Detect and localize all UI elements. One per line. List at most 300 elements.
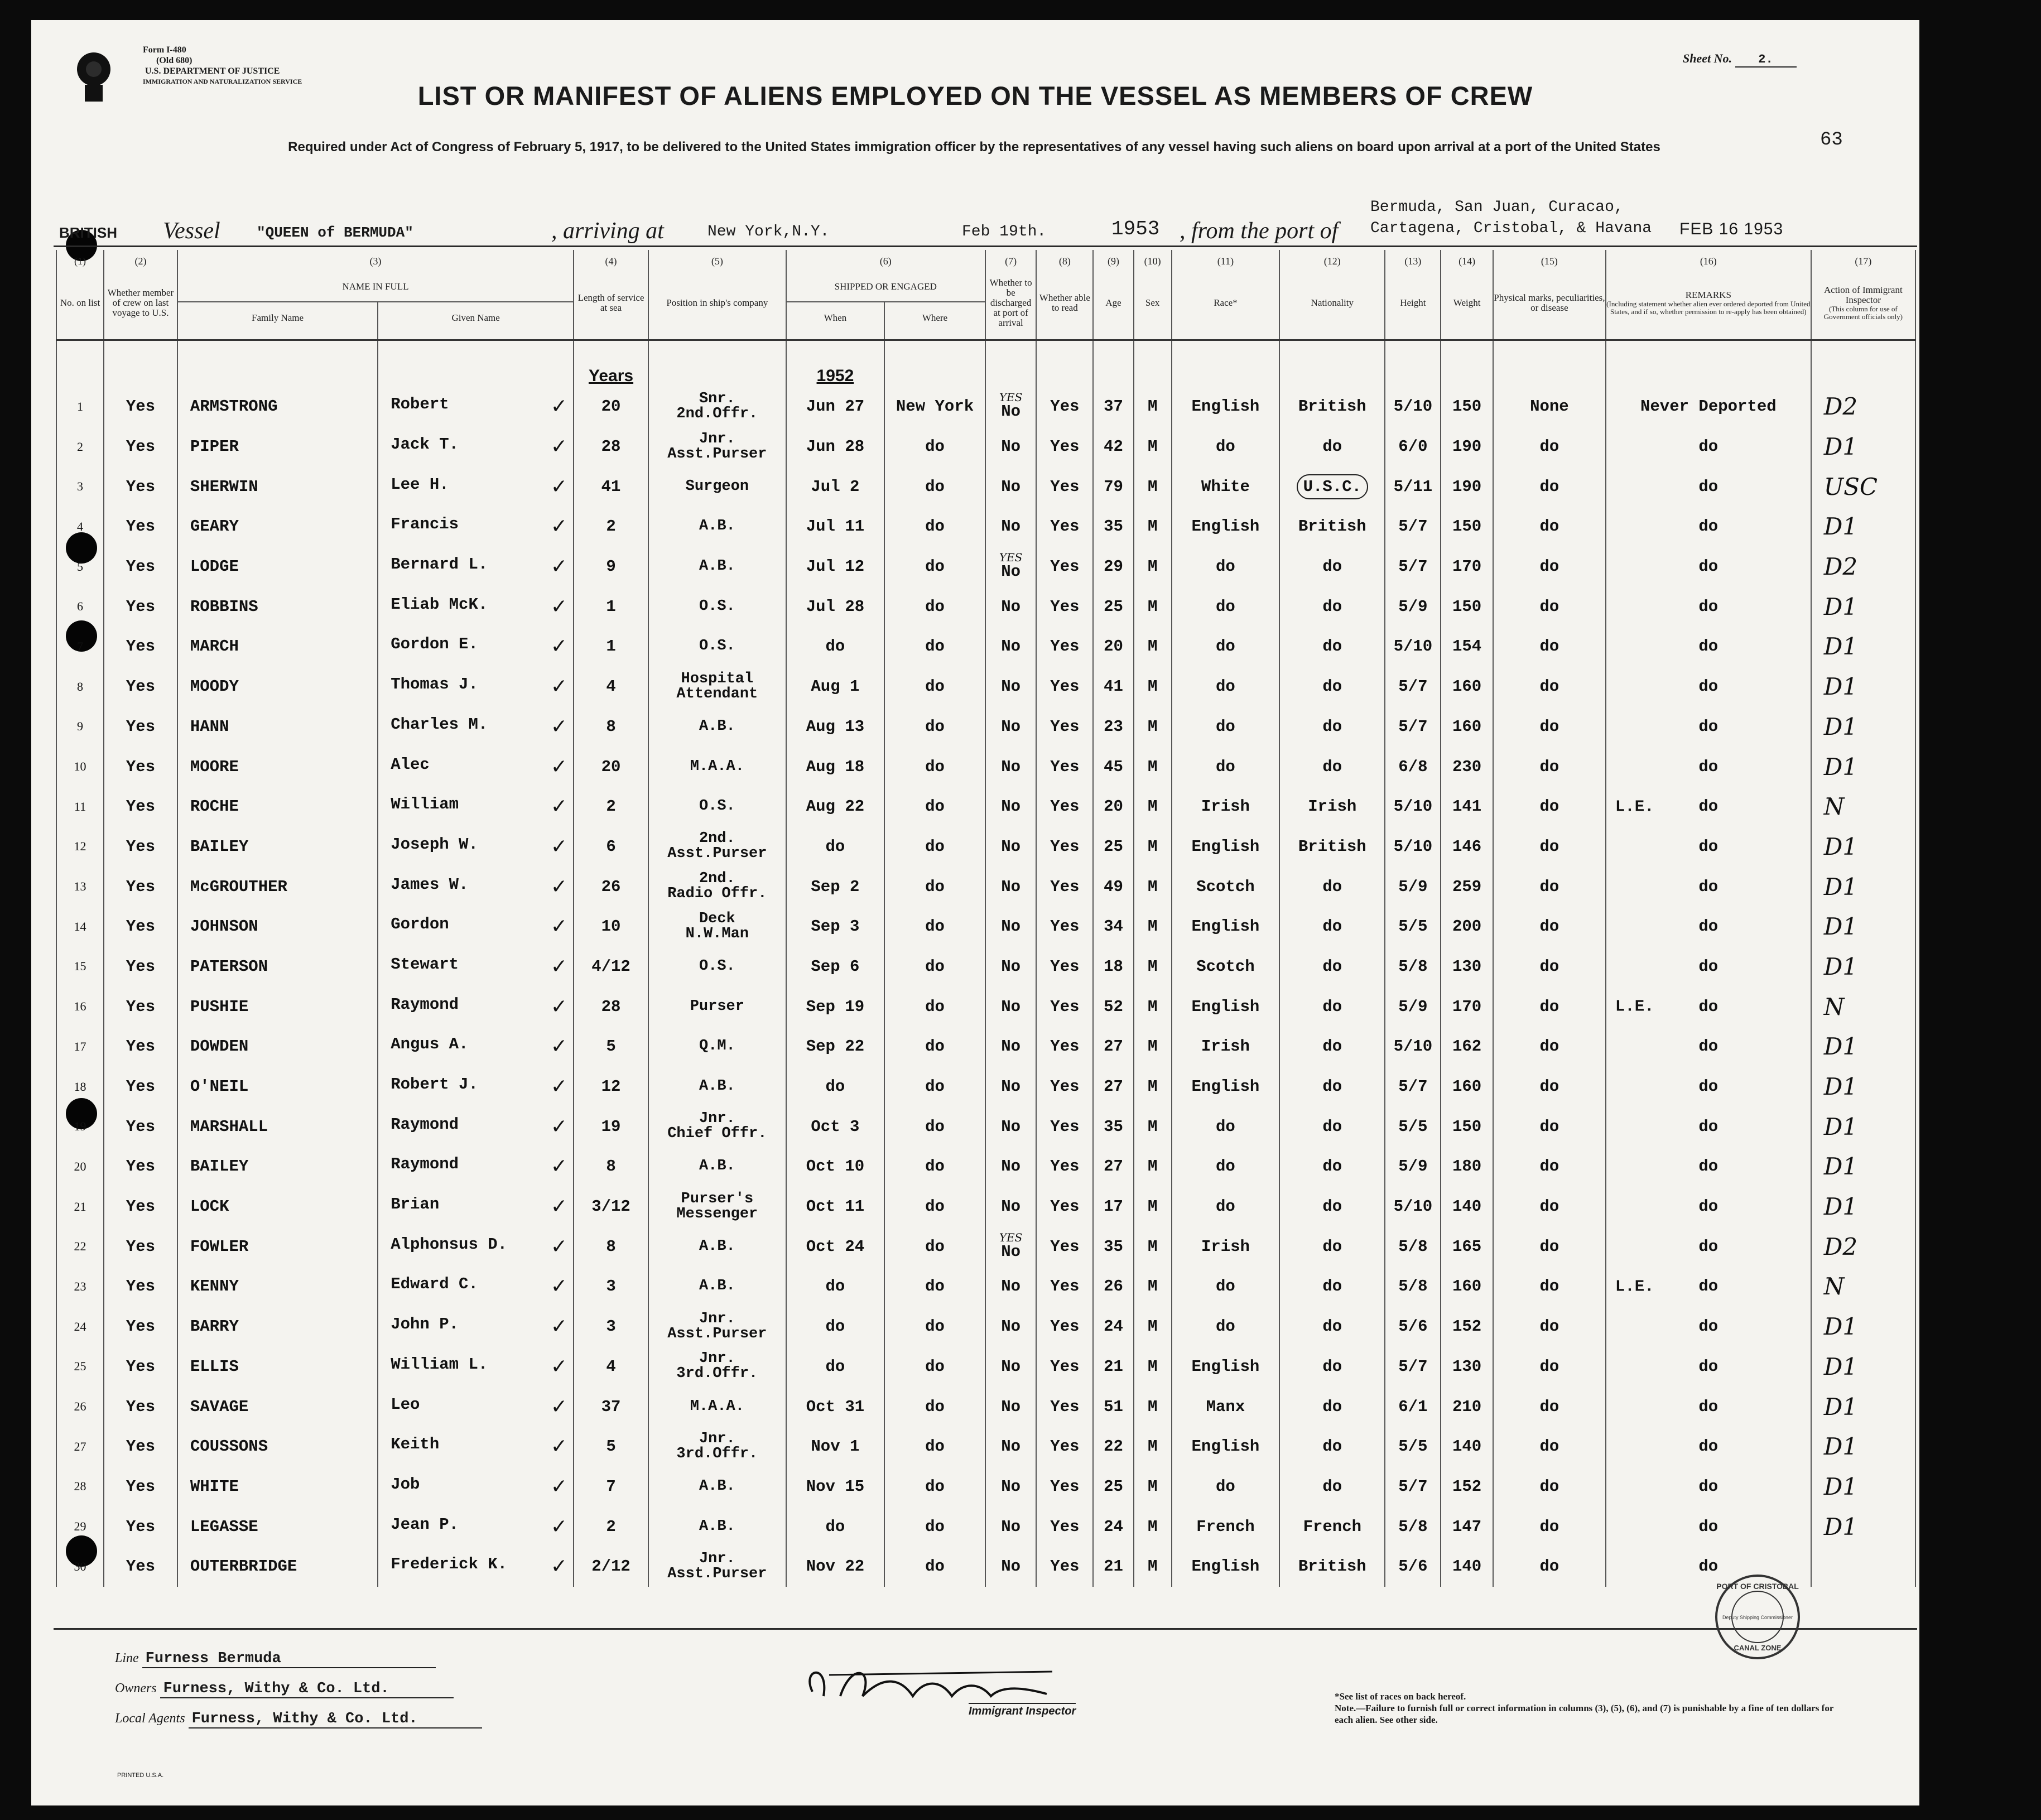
remarks-value: do bbox=[1698, 1237, 1719, 1256]
given-name bbox=[378, 1427, 574, 1467]
given-name-text: Job bbox=[391, 1475, 420, 1494]
position-line: 2nd.Offr. bbox=[676, 405, 758, 422]
header-action bbox=[1811, 272, 1915, 334]
crew-row bbox=[56, 586, 1915, 627]
position-line: A.B. bbox=[699, 1078, 735, 1095]
check-mark-icon: ✓ bbox=[550, 1475, 568, 1498]
race: English bbox=[1172, 1347, 1279, 1387]
position bbox=[648, 986, 786, 1027]
crew-row bbox=[56, 667, 1915, 707]
crew-row bbox=[56, 827, 1915, 867]
race: do bbox=[1172, 1106, 1279, 1147]
given-name-text: Raymond bbox=[391, 1115, 459, 1134]
weight: 140 bbox=[1441, 1427, 1493, 1467]
shipped-when: Nov 1 bbox=[786, 1427, 884, 1467]
position-line: Jnr. bbox=[699, 1430, 735, 1447]
position-line: A.B. bbox=[699, 1477, 735, 1495]
given-name-text: Francis bbox=[391, 515, 459, 534]
header-member-last-voyage: Whether member of crew on last voyage to U.S. bbox=[104, 272, 177, 334]
height: 5/11 bbox=[1385, 466, 1441, 507]
weight: 190 bbox=[1441, 466, 1493, 507]
length-of-service: 28 bbox=[574, 427, 648, 467]
inspector-action: D2 bbox=[1811, 547, 1915, 587]
remarks-value: do bbox=[1698, 1077, 1719, 1096]
weight: 180 bbox=[1441, 1147, 1493, 1187]
length-of-service: 37 bbox=[574, 1386, 648, 1427]
race: do bbox=[1172, 707, 1279, 747]
able-to-read: Yes bbox=[1036, 627, 1093, 667]
race: do bbox=[1172, 1467, 1279, 1507]
inspector-action: N bbox=[1811, 986, 1915, 1027]
row-number: 5 bbox=[56, 547, 104, 587]
inspector-action: D1 bbox=[1811, 947, 1915, 987]
nationality: do bbox=[1279, 1347, 1385, 1387]
physical-marks: do bbox=[1493, 1147, 1606, 1187]
discharged bbox=[985, 986, 1036, 1027]
sex: M bbox=[1134, 627, 1172, 667]
discharged bbox=[985, 586, 1036, 627]
position bbox=[648, 1067, 786, 1107]
remarks-value: do bbox=[1698, 1197, 1719, 1216]
height: 5/10 bbox=[1385, 387, 1441, 427]
remarks bbox=[1606, 1347, 1811, 1387]
crew-row bbox=[56, 747, 1915, 787]
age: 49 bbox=[1093, 866, 1133, 907]
header-weight: Weight bbox=[1441, 272, 1493, 334]
remarks bbox=[1606, 627, 1811, 667]
family-name: McGROUTHER bbox=[177, 866, 378, 907]
shipped-when: Oct 31 bbox=[786, 1386, 884, 1427]
member-last-voyage: Yes bbox=[104, 1467, 177, 1507]
physical-marks: do bbox=[1493, 1226, 1606, 1267]
length-of-service: 3 bbox=[574, 1307, 648, 1347]
shipped-where: do bbox=[884, 1067, 985, 1107]
crew-row bbox=[56, 427, 1915, 467]
check-mark-icon: ✓ bbox=[550, 995, 568, 1018]
nationality: do bbox=[1279, 1147, 1385, 1187]
shipped-where: do bbox=[884, 547, 985, 587]
vessel-nationality: BRITISH bbox=[59, 224, 117, 241]
crew-row bbox=[56, 1187, 1915, 1227]
race: do bbox=[1172, 1187, 1279, 1227]
header-discharged: Whether to be discharged at port of arrival bbox=[985, 272, 1036, 334]
column-number: (16) bbox=[1606, 250, 1811, 272]
member-last-voyage: Yes bbox=[104, 1307, 177, 1347]
discharged bbox=[985, 1467, 1036, 1507]
family-name: PATERSON bbox=[177, 947, 378, 987]
sex: M bbox=[1134, 1187, 1172, 1227]
discharged bbox=[985, 1386, 1036, 1427]
remarks-value: do bbox=[1698, 837, 1719, 856]
column-number: (4) bbox=[574, 250, 648, 272]
discharged bbox=[985, 387, 1036, 427]
position-line: A.B. bbox=[699, 518, 735, 535]
length-of-service: 1 bbox=[574, 586, 648, 627]
row-number: 26 bbox=[56, 1386, 104, 1427]
inspector-action: D1 bbox=[1811, 907, 1915, 947]
vessel-name: "QUEEN of BERMUDA" bbox=[257, 224, 413, 241]
member-last-voyage: Yes bbox=[104, 907, 177, 947]
column-number: (9) bbox=[1093, 250, 1133, 272]
remarks bbox=[1606, 1267, 1811, 1307]
member-last-voyage: Yes bbox=[104, 1067, 177, 1107]
able-to-read: Yes bbox=[1036, 947, 1093, 987]
given-name bbox=[378, 507, 574, 547]
length-of-service: 5 bbox=[574, 1027, 648, 1067]
row-number: 4 bbox=[56, 507, 104, 547]
races-note: *See list of races on back hereof. bbox=[1335, 1691, 1466, 1702]
inspector-action: D1 bbox=[1811, 1067, 1915, 1107]
given-name bbox=[378, 947, 574, 987]
given-name bbox=[378, 387, 574, 427]
header-remarks-subtitle: (Including statement whether alien ever ordered deported from United States, and if so, whether permission to re-apply has been obtained) bbox=[1606, 300, 1811, 316]
nationality: British bbox=[1279, 507, 1385, 547]
position-line: A.B. bbox=[699, 1158, 735, 1175]
discharged-value: No bbox=[1001, 997, 1020, 1016]
shipped-when: Jul 11 bbox=[786, 507, 884, 547]
crew-row bbox=[56, 1067, 1915, 1107]
sheet-number-value: 2. bbox=[1735, 52, 1797, 68]
discharged-value: No bbox=[1001, 1317, 1020, 1336]
header-given-name: Given Name bbox=[378, 302, 574, 334]
position bbox=[648, 1147, 786, 1187]
remarks bbox=[1606, 986, 1811, 1027]
check-mark-icon: ✓ bbox=[550, 675, 568, 699]
given-name bbox=[378, 827, 574, 867]
seal-inner-text: Deputy Shipping Commissioner bbox=[1722, 1615, 1793, 1620]
remarks-value: do bbox=[1698, 477, 1719, 496]
given-name-text: Edward C. bbox=[391, 1275, 478, 1294]
race: do bbox=[1172, 1147, 1279, 1187]
remarks-value: do bbox=[1698, 597, 1719, 616]
header-name-in-full: NAME IN FULL bbox=[177, 272, 574, 302]
position-line: O.S. bbox=[699, 798, 735, 815]
family-name: JOHNSON bbox=[177, 907, 378, 947]
check-mark-icon: ✓ bbox=[550, 475, 568, 498]
discharged-value: No bbox=[1001, 1397, 1020, 1416]
physical-marks: do bbox=[1493, 547, 1606, 587]
race: Irish bbox=[1172, 787, 1279, 827]
remarks-value: do bbox=[1698, 1277, 1719, 1296]
departure-ports-line1: Bermuda, San Juan, Curacao, bbox=[1370, 199, 1624, 216]
sex: M bbox=[1134, 507, 1172, 547]
crew-row bbox=[56, 866, 1915, 907]
remarks bbox=[1606, 586, 1811, 627]
member-last-voyage: Yes bbox=[104, 1267, 177, 1307]
given-name-text: Alphonsus D. bbox=[391, 1235, 508, 1254]
weight: 146 bbox=[1441, 827, 1493, 867]
position bbox=[648, 547, 786, 587]
given-name-text: Stewart bbox=[391, 955, 459, 974]
able-to-read: Yes bbox=[1036, 707, 1093, 747]
position-line: A.B. bbox=[699, 718, 735, 735]
remarks-le: L.E. bbox=[1615, 997, 1654, 1016]
shipped-when: Sep 22 bbox=[786, 1027, 884, 1067]
shipped-where: do bbox=[884, 1267, 985, 1307]
crew-manifest-table bbox=[56, 250, 1916, 1587]
position-line: Purser bbox=[690, 998, 744, 1015]
crew-row bbox=[56, 907, 1915, 947]
footer-notes bbox=[1335, 1691, 1848, 1726]
shipped-where: do bbox=[884, 1226, 985, 1267]
discharged bbox=[985, 466, 1036, 507]
given-name bbox=[378, 1106, 574, 1147]
length-of-service: 8 bbox=[574, 1147, 648, 1187]
given-name-text: Jack T. bbox=[391, 435, 459, 454]
given-name-text: Gordon bbox=[391, 915, 449, 934]
race: English bbox=[1172, 907, 1279, 947]
discharged bbox=[985, 1347, 1036, 1387]
sex: M bbox=[1134, 787, 1172, 827]
position-line: Jnr. bbox=[699, 1350, 735, 1368]
inspector-action: D1 bbox=[1811, 1467, 1915, 1507]
header-remarks-title: REMARKS bbox=[1685, 290, 1731, 300]
inspector-action: D1 bbox=[1811, 1106, 1915, 1147]
weight: 150 bbox=[1441, 507, 1493, 547]
row-number: 20 bbox=[56, 1147, 104, 1187]
age: 23 bbox=[1093, 707, 1133, 747]
member-last-voyage: Yes bbox=[104, 586, 177, 627]
height: 5/10 bbox=[1385, 1027, 1441, 1067]
inspector-action: D1 bbox=[1811, 1027, 1915, 1067]
member-last-voyage: Yes bbox=[104, 827, 177, 867]
height: 5/10 bbox=[1385, 827, 1441, 867]
shipped-where: do bbox=[884, 1027, 985, 1067]
discharged-correction: YES bbox=[999, 391, 1023, 405]
inspector-signature bbox=[790, 1657, 1058, 1707]
age: 20 bbox=[1093, 627, 1133, 667]
physical-marks: do bbox=[1493, 1547, 1606, 1587]
given-name bbox=[378, 466, 574, 507]
discharged-value: No bbox=[1001, 477, 1020, 496]
discharged-value: No bbox=[1001, 1357, 1020, 1376]
physical-marks: do bbox=[1493, 1106, 1606, 1147]
position-line: Jnr. bbox=[699, 430, 735, 447]
inspector-action: D1 bbox=[1811, 866, 1915, 907]
given-name bbox=[378, 707, 574, 747]
weight: 150 bbox=[1441, 387, 1493, 427]
shipped-year-label: 1952 bbox=[816, 367, 854, 385]
agents-label: Local Agents bbox=[115, 1711, 185, 1726]
header-length-of-service: Length of service at sea bbox=[574, 272, 648, 334]
check-mark-icon: ✓ bbox=[550, 635, 568, 658]
physical-marks: do bbox=[1493, 1067, 1606, 1107]
header-where: Where bbox=[884, 302, 985, 334]
given-name-text: Eliab McK. bbox=[391, 595, 488, 614]
shipped-when: Jun 27 bbox=[786, 387, 884, 427]
age: 24 bbox=[1093, 1307, 1133, 1347]
remarks bbox=[1606, 787, 1811, 827]
weight: 170 bbox=[1441, 547, 1493, 587]
sex: M bbox=[1134, 707, 1172, 747]
discharged bbox=[985, 1226, 1036, 1267]
position-line: Asst.Purser bbox=[667, 1325, 767, 1342]
divider bbox=[54, 1628, 1917, 1630]
shipped-where: New York bbox=[884, 387, 985, 427]
position bbox=[648, 1506, 786, 1547]
member-last-voyage: Yes bbox=[104, 1226, 177, 1267]
length-of-service: 12 bbox=[574, 1067, 648, 1107]
position-line: Jnr. bbox=[699, 1550, 735, 1567]
shipped-where: do bbox=[884, 1427, 985, 1467]
member-last-voyage: Yes bbox=[104, 1106, 177, 1147]
sex: M bbox=[1134, 747, 1172, 787]
remarks bbox=[1606, 387, 1811, 427]
remarks bbox=[1606, 707, 1811, 747]
height: 6/8 bbox=[1385, 747, 1441, 787]
able-to-read: Yes bbox=[1036, 1147, 1093, 1187]
able-to-read: Yes bbox=[1036, 1506, 1093, 1547]
weight: 141 bbox=[1441, 787, 1493, 827]
page-title: LIST OR MANIFEST OF ALIENS EMPLOYED ON THE VESSEL AS MEMBERS OF CREW bbox=[417, 81, 1533, 110]
remarks-value: do bbox=[1698, 797, 1719, 816]
given-name bbox=[378, 547, 574, 587]
given-name-text: Leo bbox=[391, 1395, 420, 1414]
inspector-action: D1 bbox=[1811, 827, 1915, 867]
check-mark-icon: ✓ bbox=[550, 795, 568, 818]
position-line: Radio Offr. bbox=[667, 885, 767, 903]
discharged bbox=[985, 1427, 1036, 1467]
race: do bbox=[1172, 1267, 1279, 1307]
member-last-voyage: Yes bbox=[104, 1187, 177, 1227]
position-line: O.S. bbox=[699, 598, 735, 615]
weight: 154 bbox=[1441, 627, 1493, 667]
member-last-voyage: Yes bbox=[104, 1386, 177, 1427]
position-line: Purser's bbox=[681, 1190, 754, 1207]
family-name: ROCHE bbox=[177, 787, 378, 827]
weight: 140 bbox=[1441, 1187, 1493, 1227]
length-of-service: 9 bbox=[574, 547, 648, 587]
sex: M bbox=[1134, 466, 1172, 507]
shipped-when: Oct 3 bbox=[786, 1106, 884, 1147]
nationality: do bbox=[1279, 747, 1385, 787]
family-name: DOWDEN bbox=[177, 1027, 378, 1067]
able-to-read: Yes bbox=[1036, 1226, 1093, 1267]
weight: 160 bbox=[1441, 667, 1493, 707]
physical-marks: None bbox=[1493, 387, 1606, 427]
length-of-service: 3 bbox=[574, 1267, 648, 1307]
able-to-read: Yes bbox=[1036, 747, 1093, 787]
position bbox=[648, 627, 786, 667]
physical-marks: do bbox=[1493, 866, 1606, 907]
position bbox=[648, 1226, 786, 1267]
column-number: (6) bbox=[786, 250, 985, 272]
shipped-when: Aug 1 bbox=[786, 667, 884, 707]
age: 41 bbox=[1093, 667, 1133, 707]
age: 45 bbox=[1093, 747, 1133, 787]
discharged bbox=[985, 1547, 1036, 1587]
weight: 200 bbox=[1441, 907, 1493, 947]
position-line: A.B. bbox=[699, 1278, 735, 1295]
inspector-action: D1 bbox=[1811, 507, 1915, 547]
height: 5/6 bbox=[1385, 1547, 1441, 1587]
remarks-le: L.E. bbox=[1615, 797, 1654, 816]
column-number: (13) bbox=[1385, 250, 1441, 272]
physical-marks: do bbox=[1493, 1427, 1606, 1467]
crew-row bbox=[56, 1267, 1915, 1307]
member-last-voyage: Yes bbox=[104, 866, 177, 907]
weight: 160 bbox=[1441, 1267, 1493, 1307]
weight: 152 bbox=[1441, 1307, 1493, 1347]
row-number: 19 bbox=[56, 1106, 104, 1147]
race: English bbox=[1172, 1427, 1279, 1467]
given-name-text: Gordon E. bbox=[391, 635, 478, 654]
position-line: A.B. bbox=[699, 1518, 735, 1535]
length-of-service: 2 bbox=[574, 1506, 648, 1547]
able-to-read: Yes bbox=[1036, 787, 1093, 827]
remarks-value: do bbox=[1698, 1037, 1719, 1056]
height: 5/7 bbox=[1385, 667, 1441, 707]
owners-field bbox=[115, 1681, 454, 1698]
owners-value: Furness, Withy & Co. Ltd. bbox=[160, 1681, 454, 1698]
shipped-when: Oct 24 bbox=[786, 1226, 884, 1267]
discharged bbox=[985, 427, 1036, 467]
position bbox=[648, 1307, 786, 1347]
column-number: (7) bbox=[985, 250, 1036, 272]
shipped-where: do bbox=[884, 947, 985, 987]
able-to-read: Yes bbox=[1036, 547, 1093, 587]
check-mark-icon: ✓ bbox=[550, 1155, 568, 1178]
column-number: (2) bbox=[104, 250, 177, 272]
height: 5/7 bbox=[1385, 707, 1441, 747]
age: 21 bbox=[1093, 1347, 1133, 1387]
crew-row bbox=[56, 627, 1915, 667]
race: English bbox=[1172, 1067, 1279, 1107]
seal-outer-text: PORT OF CRISTOBAL bbox=[1716, 1582, 1799, 1591]
given-name-text: Thomas J. bbox=[391, 675, 478, 694]
family-name: ARMSTRONG bbox=[177, 387, 378, 427]
discharged-value: No bbox=[1001, 1197, 1020, 1216]
age: 35 bbox=[1093, 1226, 1133, 1267]
row-number: 16 bbox=[56, 986, 104, 1027]
given-name-text: Raymond bbox=[391, 995, 459, 1014]
given-name bbox=[378, 1187, 574, 1227]
line-value: Furness Bermuda bbox=[142, 1650, 436, 1668]
length-of-service: 3/12 bbox=[574, 1187, 648, 1227]
inspector-action: N bbox=[1811, 1267, 1915, 1307]
length-of-service: 26 bbox=[574, 866, 648, 907]
member-last-voyage: Yes bbox=[104, 627, 177, 667]
crew-row bbox=[56, 387, 1915, 427]
family-name: MARCH bbox=[177, 627, 378, 667]
crew-row bbox=[56, 1427, 1915, 1467]
line-field bbox=[115, 1650, 436, 1668]
check-mark-icon: ✓ bbox=[550, 875, 568, 898]
nationality: do bbox=[1279, 1187, 1385, 1227]
discharged-value: No bbox=[1001, 402, 1020, 421]
inspector-action: D1 bbox=[1811, 1506, 1915, 1547]
shipped-where: do bbox=[884, 507, 985, 547]
discharged-value: No bbox=[1001, 957, 1020, 976]
discharged-value: No bbox=[1001, 517, 1020, 536]
length-of-service: 4 bbox=[574, 667, 648, 707]
remarks-value: do bbox=[1698, 1117, 1719, 1136]
given-name bbox=[378, 1067, 574, 1107]
inspector-action: D1 bbox=[1811, 1147, 1915, 1187]
given-name-text: John P. bbox=[391, 1315, 459, 1334]
able-to-read: Yes bbox=[1036, 827, 1093, 867]
physical-marks: do bbox=[1493, 1267, 1606, 1307]
check-mark-icon: ✓ bbox=[550, 835, 568, 858]
age: 27 bbox=[1093, 1067, 1133, 1107]
given-name bbox=[378, 747, 574, 787]
height: 5/5 bbox=[1385, 1106, 1441, 1147]
able-to-read: Yes bbox=[1036, 1467, 1093, 1507]
inspector-action: D1 bbox=[1811, 747, 1915, 787]
given-name-text: Alec bbox=[391, 755, 430, 774]
weight: 170 bbox=[1441, 986, 1493, 1027]
sex: M bbox=[1134, 947, 1172, 987]
